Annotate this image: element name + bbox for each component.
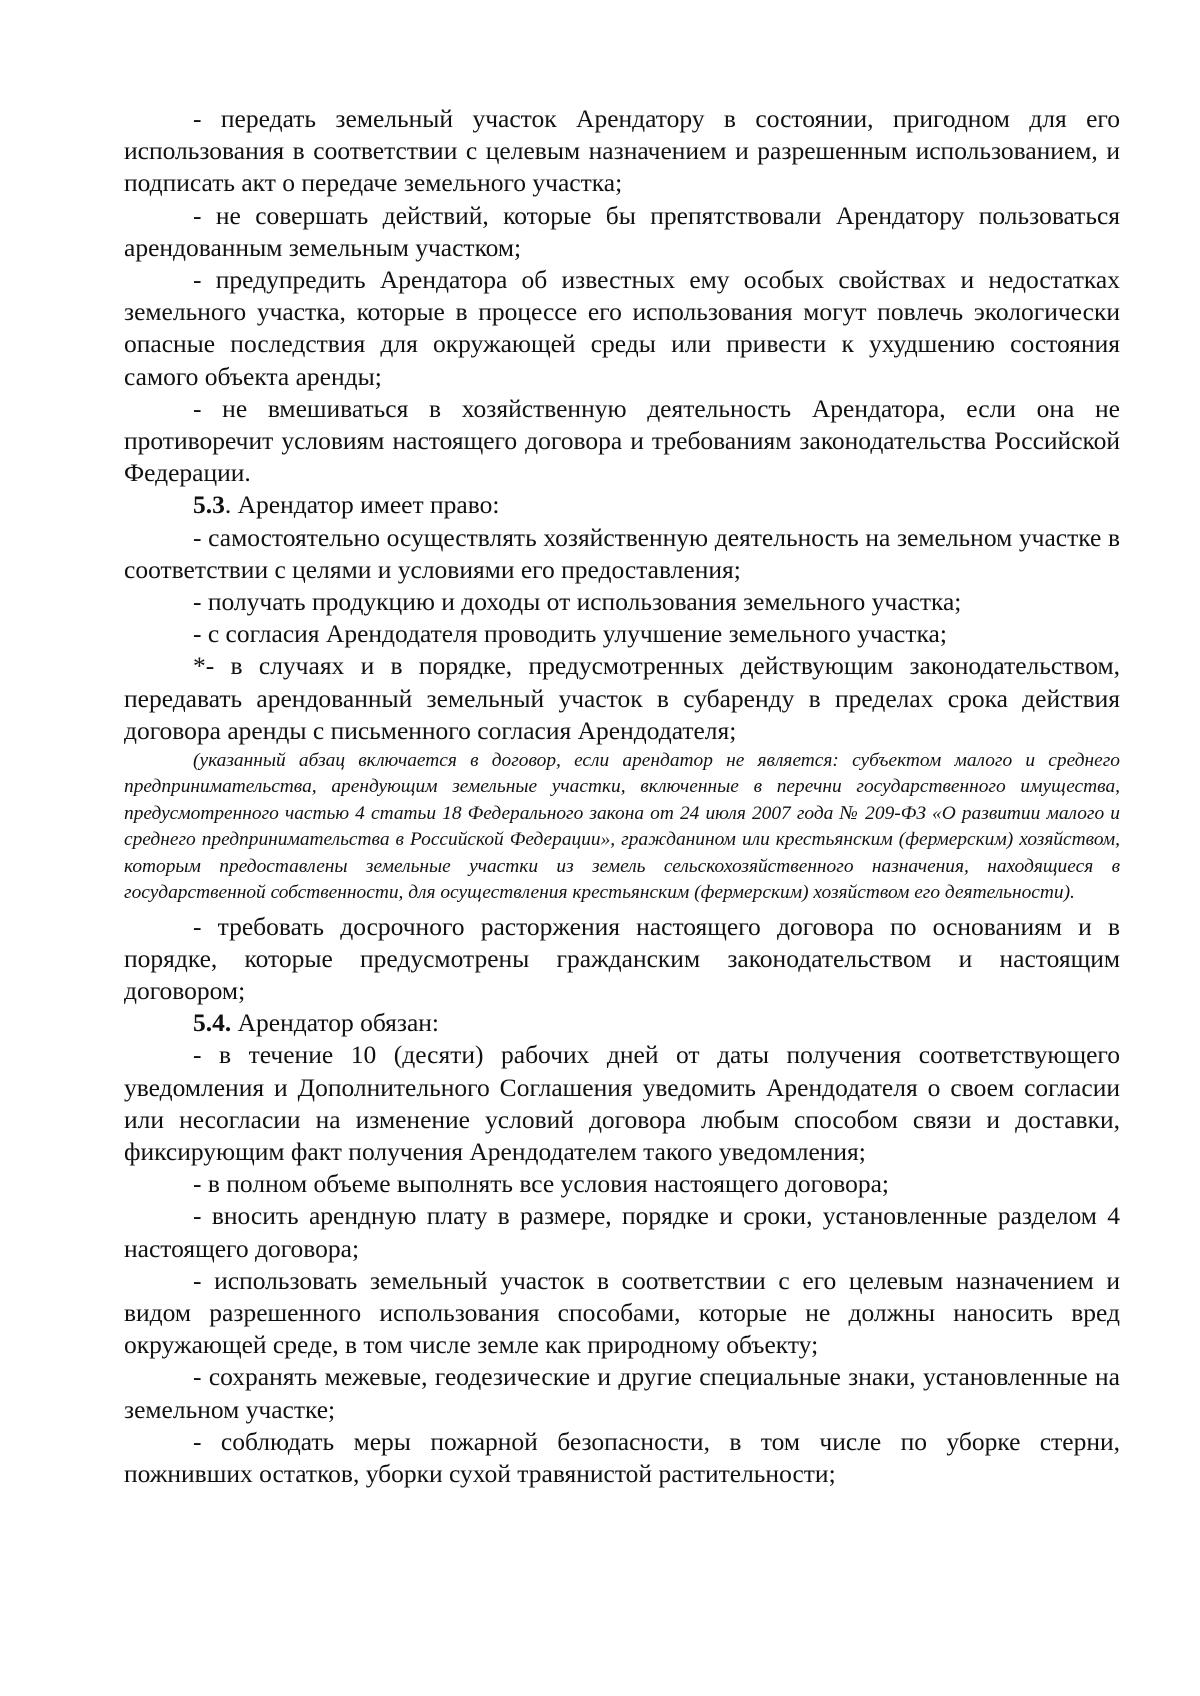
section-number: 5.3 bbox=[193, 490, 225, 520]
section-title: Арендатор обязан: bbox=[231, 1008, 440, 1038]
paragraph-item: - самостоятельно осуществлять хозяйственную деятельность на земельном участке в соответствии с целями и условиями его предоставления; bbox=[124, 522, 1120, 584]
paragraph-item: - соблюдать меры пожарной безопасности, в том числе по уборке стерни, пожнивших остатков, уборки сухой травянистой растительности; bbox=[124, 1426, 1120, 1488]
paragraph-item: - передать земельный участок Арендатору в состоянии, пригодном для его использования в соответствии с целевым назначением и разрешенным использованием, и подписать акт о передаче земельного участка; bbox=[124, 104, 1120, 198]
section-title: . Арендатор имеет право: bbox=[224, 490, 500, 520]
paragraph-item: - не совершать действий, которые бы препятствовали Арендатору пользоваться арендованным земельным участком; bbox=[124, 200, 1120, 262]
paragraph-item: - использовать земельный участок в соответствии с его целевым назначением и видом разрешенного использования способами, которые не должны наносить вред окружающей среде, в том числе земле как природному объекту; bbox=[124, 1265, 1120, 1360]
section-number: 5.4. bbox=[193, 1008, 232, 1038]
paragraph-item: - в течение 10 (десяти) рабочих дней от даты получения соответствующего уведомления и Дополнительного Соглашения уведомить Арендодателя о своем согласии или несогласии на изменение условий договора любым способом связи и доставки, фиксирующим факт получения Арендодателем такого уведомления; bbox=[124, 1040, 1120, 1166]
paragraph-item: - в полном объеме выполнять все условия настоящего договора; bbox=[193, 1169, 889, 1199]
paragraph-item: *- в случаях и в порядке, предусмотренных действующим законодательством, передавать арендованный земельный участок в субаренду в пределах срока действия договора аренды с письменного согласия Арендодателя; bbox=[124, 651, 1120, 745]
paragraph-item: - не вмешиваться в хозяйственную деятельность Арендатора, если она не противоречит условиям настоящего договора и требованиям законодательства Российской Федерации. bbox=[124, 393, 1120, 488]
section-heading-5-3 bbox=[124, 489, 1120, 521]
paragraph-item: - с согласия Арендодателя проводить улучшение земельного участка; bbox=[193, 619, 947, 649]
paragraph-item: - получать продукцию и доходы от использования земельного участка; bbox=[193, 587, 962, 617]
paragraph-item: - предупредить Арендатора об известных ему особых свойствах и недостатках земельного участка, которые в процессе его использования могут повлечь экологически опасные последствия для окружающей среды или привести к ухудшению состояния самого объекта аренды; bbox=[124, 265, 1120, 391]
paragraph-item: - сохранять межевые, геодезические и другие специальные знаки, установленные на земельном участке; bbox=[124, 1362, 1120, 1424]
paragraph-item: - требовать досрочного расторжения настоящего договора по основаниям и в порядке, которые предусмотрены гражданским законодательством и настоящим договором; bbox=[124, 911, 1120, 1005]
section-heading-5-4 bbox=[124, 1007, 1120, 1039]
document-page bbox=[124, 103, 1120, 1490]
italic-footnote: (указанный абзац включается в договор, если арендатор не является: субъектом малого и среднего предпринимательства, арендующим земельные участки, включенные в перечни государственного имущества, предусмотренного частью 4 статьи 18 Федерального закона от 24 июля 2007 года № 209-ФЗ «О развитии малого и среднего предпринимательства в Российской Федерации», гражданином или крестьянским (фермерским) хозяйством, которым предоставлены земельные участки из земель сельскохозяйственного назначения, находящиеся в государственной собственности, для осуществления крестьянским (фермерским) хозяйством его деятельности). bbox=[124, 750, 1120, 904]
paragraph-item: - вносить арендную плату в размере, порядке и сроки, установленные разделом 4 настоящего договора; bbox=[124, 1201, 1120, 1263]
